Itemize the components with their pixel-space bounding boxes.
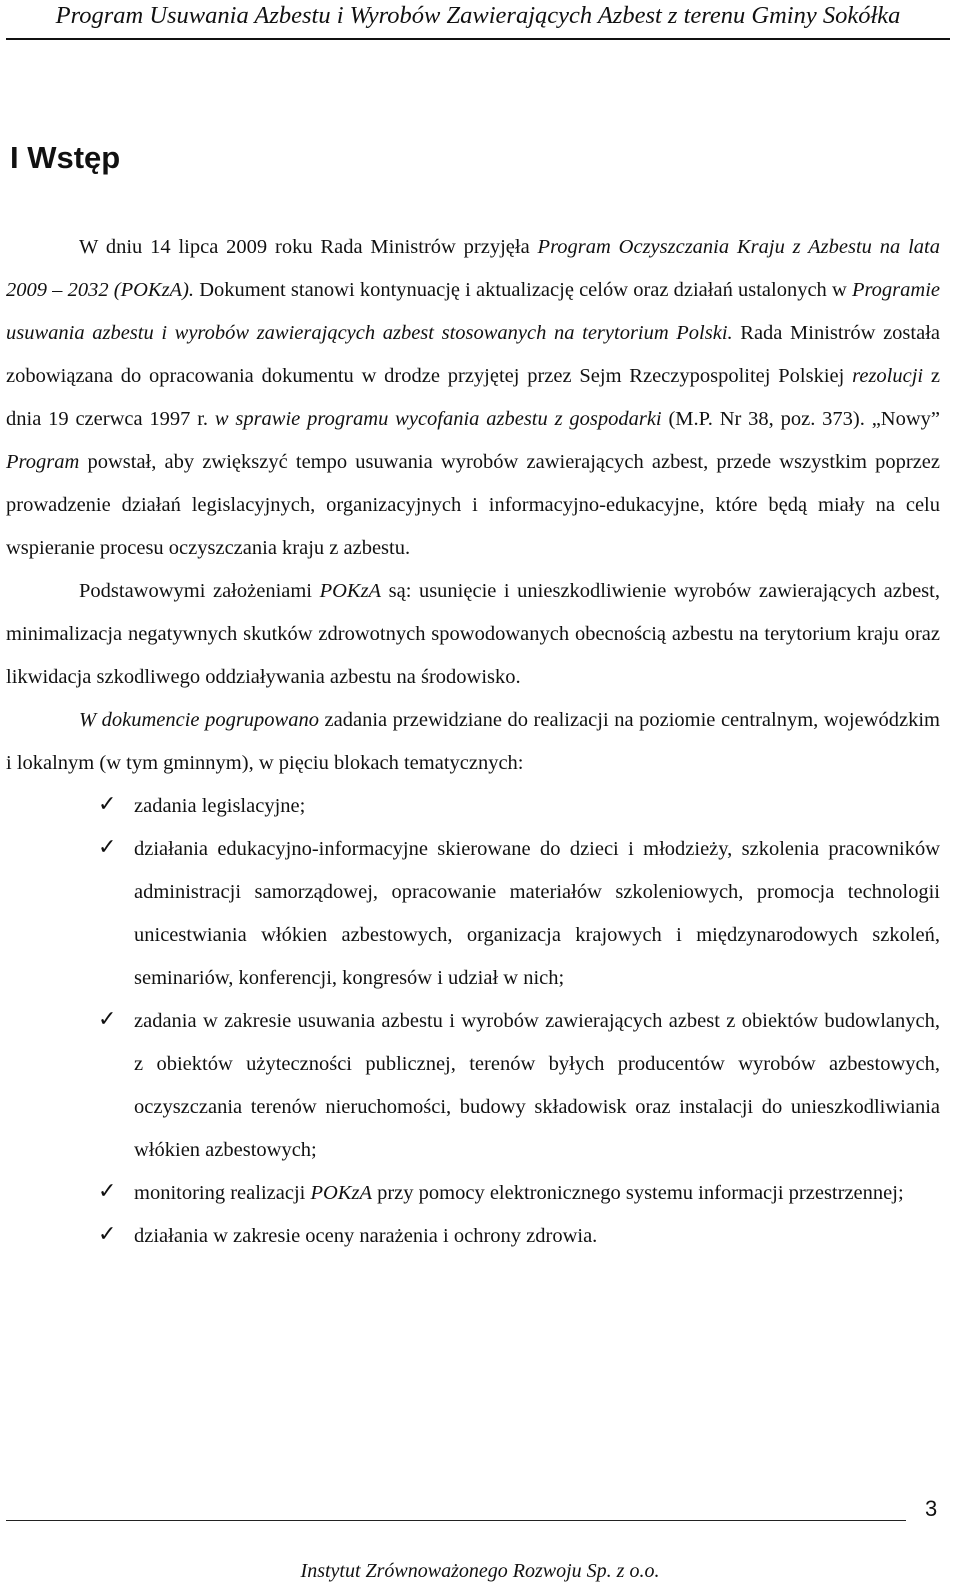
text-run: Rada Ministrów została zobowiązana do opracowania dokumentu w drodze przyjętej przez Sejm Rzeczypospolitej Polskiej xyxy=(6,322,940,387)
check-mark-icon: ✓ xyxy=(98,792,117,817)
list-item-text: monitoring realizacji xyxy=(134,1182,311,1204)
text-run: Dokument stanowi kontynuację i aktualizację celów oraz działań ustalonych w xyxy=(194,279,852,301)
document-grouped-italic: W dokumencie pogrupowano xyxy=(79,709,319,731)
text-run: są: usunięcie i unieszkodliwienie wyrobów zawierających azbest, minimalizacja negatywnych skutków zdrowotnych spowodowanych obecnością azbestu na terytorium kraju oraz likwidacja szkodliwego oddziaływania azbestu na środowisko. xyxy=(6,580,940,688)
list-item xyxy=(6,1000,940,1172)
program-title-italic: Program Oczyszczania Kraju z Azbestu na lata 2009 – 2032 (POKzA). xyxy=(6,236,940,301)
header-title: Program Usuwania Azbestu i Wyrobów Zawierających Azbest z terenu Gminy Sokółka xyxy=(55,2,901,29)
check-mark-icon: ✓ xyxy=(98,1222,117,1247)
previous-program-title-italic: Programie usuwania azbestu i wyrobów zawierających azbest stosowanych na terytorium Polski. xyxy=(6,279,941,344)
list-item xyxy=(6,785,940,828)
list-item-text: zadania legislacyjne; xyxy=(134,795,306,817)
list-item-text: działania edukacyjno-informacyjne skierowane do dzieci i młodzieży, szkolenia pracowników administracji samorządowej, opracowanie materiałów szkoleniowych, promocja technologii unicestwiania włókien azbestowych, organizacja krajowych i międzynarodowych szkoleń, seminariów, konferencji, kongresów i udział w nich; xyxy=(134,838,940,989)
pokza-italic: POKzA xyxy=(319,580,382,602)
text-run: W dniu 14 lipca 2009 roku Rada Ministrów przyjęła xyxy=(79,236,538,258)
list-item-text: przy pomocy elektronicznego systemu informacji przestrzennej; xyxy=(371,1182,904,1204)
intro-paragraph xyxy=(6,226,940,570)
page-header xyxy=(6,0,950,40)
footer-institute: Instytut Zrównoważonego Rozwoju Sp. z o.o. xyxy=(300,1560,660,1582)
resolution-title-italic: w sprawie programu wycofania azbestu z gospodarki xyxy=(214,408,662,430)
text-run: zadania przewidziane do realizacji na poziomie centralnym, wojewódzkim i lokalnym (w tym gminnym), w pięciu blokach tematycznych: xyxy=(6,709,940,774)
assumptions-paragraph xyxy=(6,570,940,699)
page-number: 3 xyxy=(925,1496,938,1521)
list-item-text: zadania w zakresie usuwania azbestu i wyrobów zawierających azbest z obiektów budowlanych, z obiektów użyteczności publicznej, terenów byłych producentów wyrobów azbestowych, oczyszczania terenów nieruchomości, budowy składowisk oraz instalacji do unieszkodliwiania włókien azbestowych; xyxy=(134,1010,940,1161)
check-mark-icon: ✓ xyxy=(98,835,117,860)
text-run: powstał, aby zwiększyć tempo usuwania wyrobów zawierających azbest, przede wszystkim poprzez prowadzenie działań legislacyjnych, organizacyjnych i informacyjno-edukacyjne, które będą miały na celu wspieranie procesu oczyszczania kraju z azbestu. xyxy=(6,451,940,559)
text-run: (M.P. Nr 38, poz. 373). „Nowy” xyxy=(661,408,940,430)
program-word-italic: Program xyxy=(6,451,80,473)
list-item xyxy=(6,1215,940,1258)
section-title: I Wstęp xyxy=(10,140,121,175)
footer-divider xyxy=(6,1520,906,1521)
check-mark-icon: ✓ xyxy=(98,1007,117,1032)
tasks-paragraph xyxy=(6,699,940,785)
list-item-text: działania w zakresie oceny narażenia i ochrony zdrowia. xyxy=(134,1225,598,1247)
document-body xyxy=(6,226,940,1258)
thematic-blocks-list xyxy=(6,785,940,1258)
resolution-italic: rezolucji xyxy=(852,365,924,387)
text-run: z dnia 19 czerwca 1997 r. xyxy=(6,365,940,430)
check-mark-icon: ✓ xyxy=(98,1179,117,1204)
pokza-italic: POKzA xyxy=(310,1182,372,1204)
list-item xyxy=(6,828,940,1000)
list-item xyxy=(6,1172,940,1215)
text-run: Podstawowymi założeniami xyxy=(79,580,320,602)
